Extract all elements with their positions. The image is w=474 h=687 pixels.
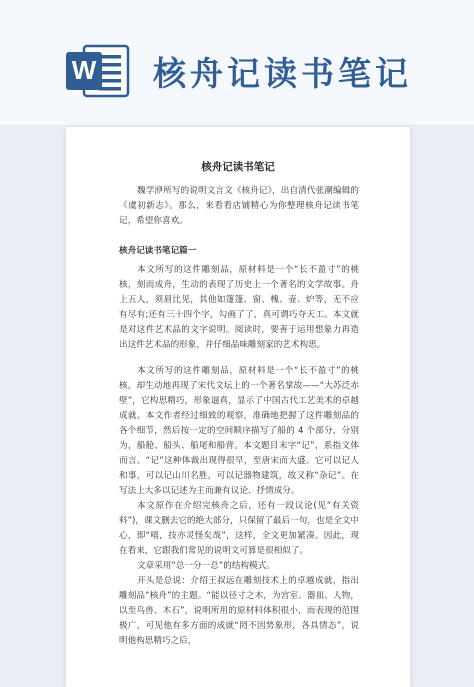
body-paragraph: 本文所写的这件雕刻品，原材料是一个“长不盈寸”的桃核，刻而成舟，生动的表现了历史上一个著名的文学故事。舟上五人，须眉比见，其他如篷篷、窗、槐、壶、炉等，无不应有尽有;还有三十四个字，勾画了了，真可谓巧夺天工。本文就是对这件艺术品的文字说明。阅读时，要善于运用想象力再造出这件艺术品的形象，并仔细品味雕刻家的艺术构思。	[119, 265, 359, 350]
header-banner	[0, 0, 474, 125]
section-heading: 核舟记读书笔记篇一	[119, 246, 197, 256]
document-page	[66, 127, 410, 687]
body-paragraph: 文章采用“总一分一总”的结构模式。	[137, 561, 275, 571]
document-body	[119, 184, 359, 649]
document-heading: 核舟记读书笔记	[153, 54, 412, 93]
body-paragraph: 本文所写的这件雕刻品，原材料是一个“长不盈寸”的桃核，却生动地再现了宋代文坛上的一个著名掌故——“大苏泛赤壁”，它构思精巧，形象逼真，显示了中国古代工艺美术的卓越成就。本文作者经过细致的观察，准确地把握了这件雕刻品的各个细节，然后按一定的空间顺序描写了船的 4 个部分，分别为，船舱、船头、船尾和船背。本文题目末字“记”，系指文体而言。“记”这种体裁出现得很早，至唐宋而大盛。它可以记人和事，可以记山川名胜，可以记器物建筑，故又称“杂记”。在写法上大多以记述为主而兼有议论、抒情成分。	[119, 366, 359, 496]
word-app-icon	[66, 44, 130, 98]
intro-paragraph: 魏学洢所写的说明文言文《核舟记》，出自清代张潮编辑的《虞初新志》。那么，来看看店铺精心为你整理核舟记读书笔记，希望你喜欢。	[119, 186, 359, 226]
body-paragraph: 本文原作在介绍完核舟之后，还有一段议论(见“有关资料”)，课文删去它的绝大部分，只保留了最后一句，也是全文中心，即“嘻，技亦灵怪矣哉”，这样，全文更加紧凑。因此，现在看来，它跟我们常见的说明文可算是很相似了。	[119, 501, 359, 556]
word-icon-letter: W	[71, 55, 97, 85]
page-title: 核舟记读书笔记	[201, 161, 275, 173]
body-paragraph: 开头是总说：介绍王叔远在雕刻技术上的卓越成就，指出雕刻品“核舟”的主题。“能以径寸之木，为宫室、器皿、人物，以至鸟兽、木石”，说明所用的原材料体积很小，而表现的范围极广，可见他有多方面的成就“罔不因势象形，各具情态”，说明他构思精巧之后，	[119, 576, 359, 646]
